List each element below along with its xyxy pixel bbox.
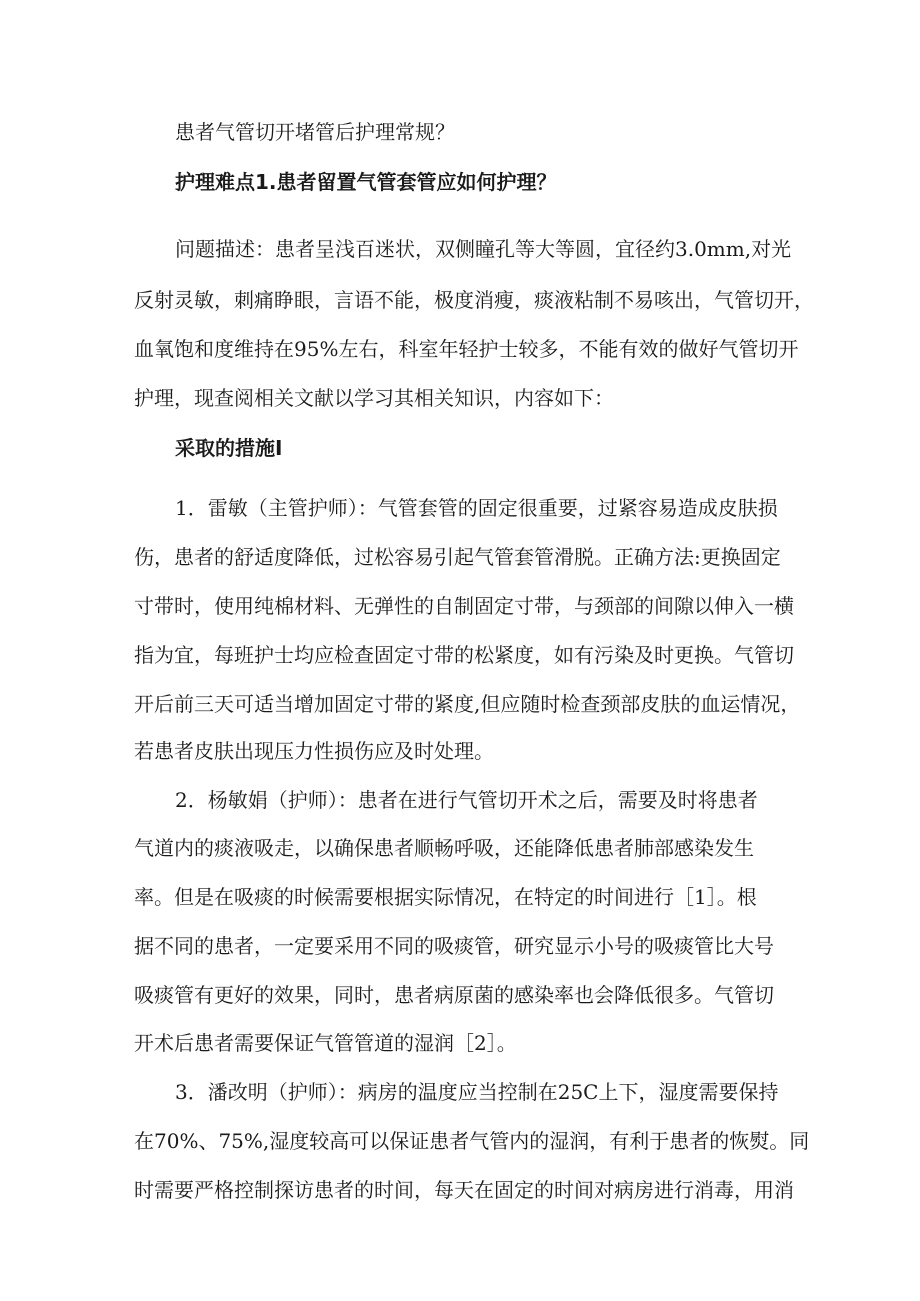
item2-line-5: 吸痰管有更好的效果，同时，患者病原菌的感染率也会降低很多。气管切 bbox=[134, 983, 774, 1007]
item2-line-4: 据不同的患者，一定要采用不同的吸痰管，研究显示小号的吸痰管比大号 bbox=[134, 934, 774, 958]
item1-line-3: 寸带时，使用纯棉材料、无弹性的自制固定寸带，与颈部的间隙以伸入一横 bbox=[134, 594, 794, 618]
item2-line-1: 2．杨敏娟（护师）：患者在进行气管切开术之后，需要及时将患者 bbox=[175, 788, 758, 812]
item2-line-2: 气道内的痰液吸走，以确保患者顺畅呼吸，还能降低患者肺部感染发生 bbox=[134, 836, 754, 860]
problem-line-2: 反射灵敏，刺痛睁眼，言语不能，极度消瘦，痰液粘制不易咳出，气管切开， bbox=[134, 288, 814, 312]
item1-line-5: 开后前三天可适当增加固定寸带的紧度,但应随时检查颈部皮肤的血运情况， bbox=[134, 692, 801, 716]
item3-line-3: 时需要严格控制探访患者的时间，每天在固定的时间对病房进行消毒，用消 bbox=[134, 1178, 794, 1202]
item1-line-4: 指为宜，每班护士均应检查固定寸带的松紧度，如有污染及时更换。气管切 bbox=[134, 643, 794, 667]
item3-line-2: 在70%、75%,湿度较高可以保证患者气管内的湿润，有利于患者的恢熨。同 bbox=[134, 1129, 810, 1153]
item1-line-2: 伤，患者的舒适度降低，过松容易引起气管套管滑脱。正确方法:更换固定 bbox=[134, 545, 781, 569]
item2-line-6: 开术后患者需要保证气管管道的湿润［2］。 bbox=[134, 1031, 517, 1055]
problem-label: 问题描述： bbox=[175, 237, 275, 261]
item2-line-3: 率。但是在吸痰的时候需要根据实际情况，在特定的时间进行［1］。根 bbox=[134, 885, 757, 909]
item3-line-1: 3．潘改明（护师）：病房的温度应当控制在25C上下，湿度需要保持 bbox=[175, 1080, 779, 1104]
problem-line-3: 血氧饱和度维持在95%左右，科室年轻护士较多，不能有效的做好气管切开 bbox=[134, 337, 799, 361]
item1-line-6: 若患者皮肤出现压力性损伤应及时处理。 bbox=[134, 739, 494, 763]
problem-line-1 bbox=[175, 235, 791, 263]
difficulty-heading: 护理难点1.患者留置气管套管应如何护理？ bbox=[175, 170, 557, 194]
document-title: 患者气管切开堵管后护理常规？ bbox=[175, 120, 455, 144]
item1-line-1: 1．雷敏（主管护师）：气管套管的固定很重要，过紧容易造成皮肤损 bbox=[175, 496, 778, 520]
problem-line-4: 护理，现查阅相关文献以学习其相关知识，内容如下： bbox=[134, 386, 614, 410]
problem-text-1: 患者呈浅百迷状，双侧瞳孔等大等圆，宜径约3.0mm,对光 bbox=[275, 237, 792, 261]
measures-heading: 采取的措施I bbox=[175, 436, 283, 460]
